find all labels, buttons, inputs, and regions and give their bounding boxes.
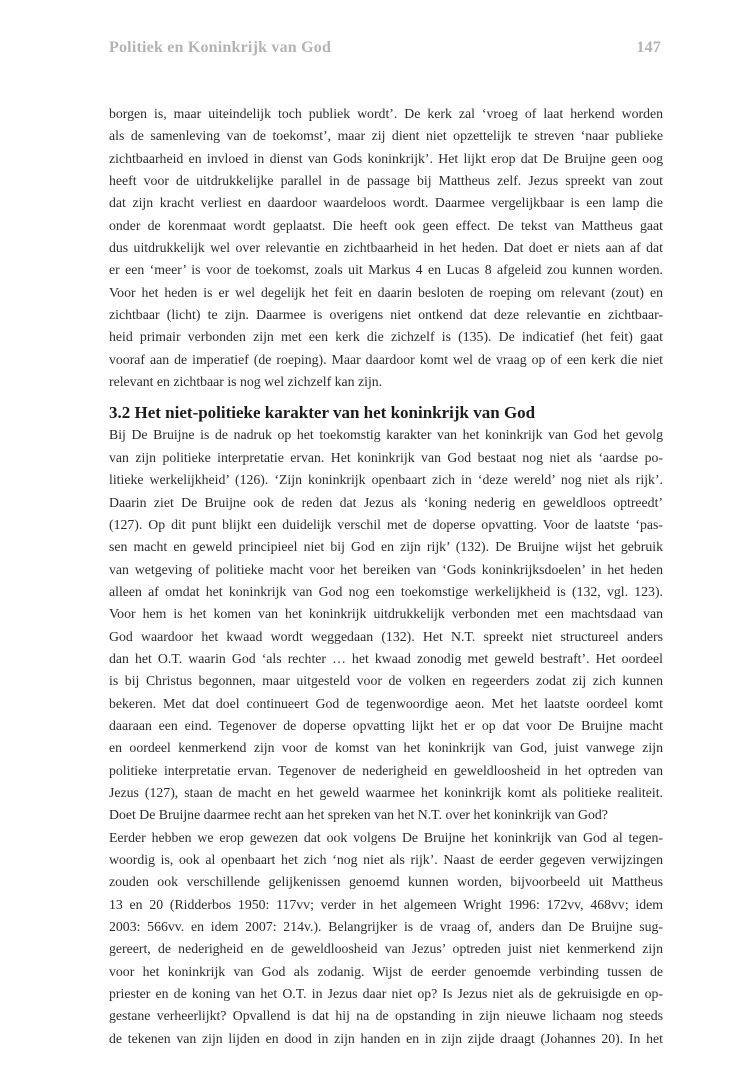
text-line: alleen af omdat het koninkrijk van God nog een toekomstige werkelijkheid is (132, vgl. 123).	[109, 583, 663, 599]
text-line: er een ‘meer’ is voor de toekomst, zoals uit Markus 4 en Lucas 8 afgeleid zou kunnen worden.	[109, 262, 663, 278]
text-line: en oordeel kenmerkend zijn voor de komst van het koninkrijk van God, juist vanwege zijn	[109, 740, 663, 756]
text-line: zichtbaarheid en invloed in dienst van Gods koninkrijk’. Het lijkt erop dat De Bruijne geen oog	[109, 150, 663, 166]
text-line: priester en de koning van het O.T. in Jezus daar niet op? Is Jezus niet als de gekruisigde en op-	[109, 986, 663, 1002]
text-line: Voor hem is het komen van het koninkrijk uitdrukkelijk verbonden met een machtsdaad van	[109, 606, 663, 622]
text-line: litieke werkelijkheid’ (126). ‘Zijn koninkrijk openbaart zich in ‘deze wereld’ nog niet als rijk’.	[109, 472, 663, 488]
text-line: dus uitdrukkelijk wel over relevantie en zichtbaarheid in het heden. Dat doet er niets aan af dat	[109, 240, 663, 256]
text-line: Voor het heden is er wel degelijk het feit en daarin besloten de roeping om relevant (zout) en	[109, 284, 663, 300]
text-line: Eerder hebben we erop gewezen dat ook volgens De Bruijne het koninkrijk van God al tegen-	[109, 829, 663, 845]
text-line: als de samenleving van de toekomst’, maar zij dient niet opzettelijk te streven ‘naar publieke	[109, 128, 663, 144]
text-line: daaraan een eind. Tegenover de doperse opvatting lijkt het er op dat voor De Bruijne macht	[109, 717, 663, 733]
text-line: sen macht en geweld principieel niet bij God en zijn rijk’ (132). De Bruijne wijst het gebruik	[109, 539, 663, 555]
text-line: vooraf aan de imperatief (de roeping). Maar daardoor komt wel de vraag op of een kerk die niet	[109, 351, 663, 367]
text-line: Doet De Bruijne daarmee recht aan het spreken van het N.T. over het koninkrijk van God?	[109, 807, 608, 823]
text-line: woordig is, ook al openbaart het zich ‘nog niet als rijk’. Naast de eerder gegeven verwijzingen	[109, 852, 663, 867]
body-text	[109, 103, 663, 1050]
text-line: de tekenen van zijn lijden en dood in zijn handen en in zijn zijde draagt (Johannes 20). In het	[109, 1030, 663, 1046]
text-line: Jezus (127), staan de macht en het geweld waarmee het koninkrijk komt als politieke realiteit.	[109, 784, 663, 800]
text-line: gestane verheerlijkt? Opvallend is dat hij na de opstanding in zijn nieuwe lichaam nog steeds	[109, 1008, 663, 1024]
text-line: van zijn politieke interpretatie ervan. Het koninkrijk van God bestaat nog niet als ‘aardse po-	[109, 449, 663, 465]
text-line: van wetgeving of politieke macht voor het bereiken van ‘Gods koninkrijksdoelen’ in het heden	[109, 561, 663, 577]
text-line: borgen is, maar uiteindelijk toch publiek wordt’. De kerk zal ‘vroeg of laat herkend worden	[109, 106, 663, 121]
text-line: Bij De Bruijne is de nadruk op het toekomstig karakter van het koninkrijk van God het gevolg	[109, 427, 663, 443]
text-line: zichtbaar (licht) te zijn. Daarmee is overigens niet ontkend dat deze relevantie en zichtbaar-	[109, 307, 663, 323]
running-head	[109, 39, 661, 57]
text-line: bekeren. Met dat doel continueert God de tegenwoordige aeon. Met het laatste oordeel komt	[109, 695, 663, 711]
text-line: politieke interpretatie ervan. Tegenover de nederigheid en geweldloosheid in het optreden van	[109, 762, 663, 778]
text-line: dat zijn kracht verliest en daardoor waardeloos wordt. Daarmee vergelijkbaar is een lamp die	[109, 195, 663, 211]
text-line: heeft voor de uitdrukkelijke parallel in de passage bij Mattheus zelf. Jezus spreekt van zout	[109, 173, 663, 189]
text-line: relevant en zichtbaar is nog wel zichzelf kan zijn.	[109, 374, 383, 390]
text-line: Daarin ziet De Bruijne ook de reden dat Jezus als ‘koning nederig en geweldloos optreedt’	[109, 494, 663, 510]
paragraph-kingdom-politics	[109, 424, 663, 826]
running-head-title: Politiek en Koninkrijk van God	[109, 39, 332, 56]
page-number: 147	[636, 39, 661, 56]
text-line: dan het O.T. waarin God ‘als rechter … het kwaad zonodig met geweld bestraft’. Het oordeel	[109, 650, 663, 666]
text-line: heid primair verbonden zijn met een kerk die zichzelf is (135). De indicatief (het feit) gaat	[109, 329, 663, 345]
text-line: gereert, de nederigheid en de geweldloosheid van Jezus’ optreden juist niet kenmerkend zijn	[109, 941, 663, 957]
text-line: is bij Christus begonnen, maar uitgesteld voor de volken en regeerders zodat zij zich kunnen	[109, 673, 663, 689]
paragraph-kingdom-present	[109, 827, 663, 1050]
text-line: 13 en 20 (Ridderbos 1950: 117vv; verder in het algemeen Wright 1996: 172vv, 468vv; idem	[109, 896, 663, 912]
section-heading: 3.2 Het niet-politieke karakter van het koninkrijk van God	[109, 403, 536, 423]
text-line: God waardoor het kwaad wordt weggedaan (132). Het N.T. spreekt niet structureel anders	[109, 628, 663, 644]
text-line: 2003: 566vv. en idem 2007: 214v.). Belangrijker is de vraag of, anders dan De Bruijne sug-	[109, 919, 663, 935]
text-line: (127). Op dit punt blijkt een duidelijk verschil met de doperse opvatting. Voor de laatste ‘pas-	[109, 516, 663, 532]
text-line: zouden ook verschillende gelijkenissen genoemd kunnen worden, bijvoorbeeld uit Mattheus	[109, 874, 663, 890]
text-line: onder de korenmaat wordt geplaatst. Die heeft ook geen effect. De tekst van Mattheus gaat	[109, 217, 663, 233]
paragraph-continued	[109, 103, 663, 393]
text-line: voor het koninkrijk van God als zodanig. Wijst de eerder genoemde verbinding tussen de	[109, 963, 663, 979]
